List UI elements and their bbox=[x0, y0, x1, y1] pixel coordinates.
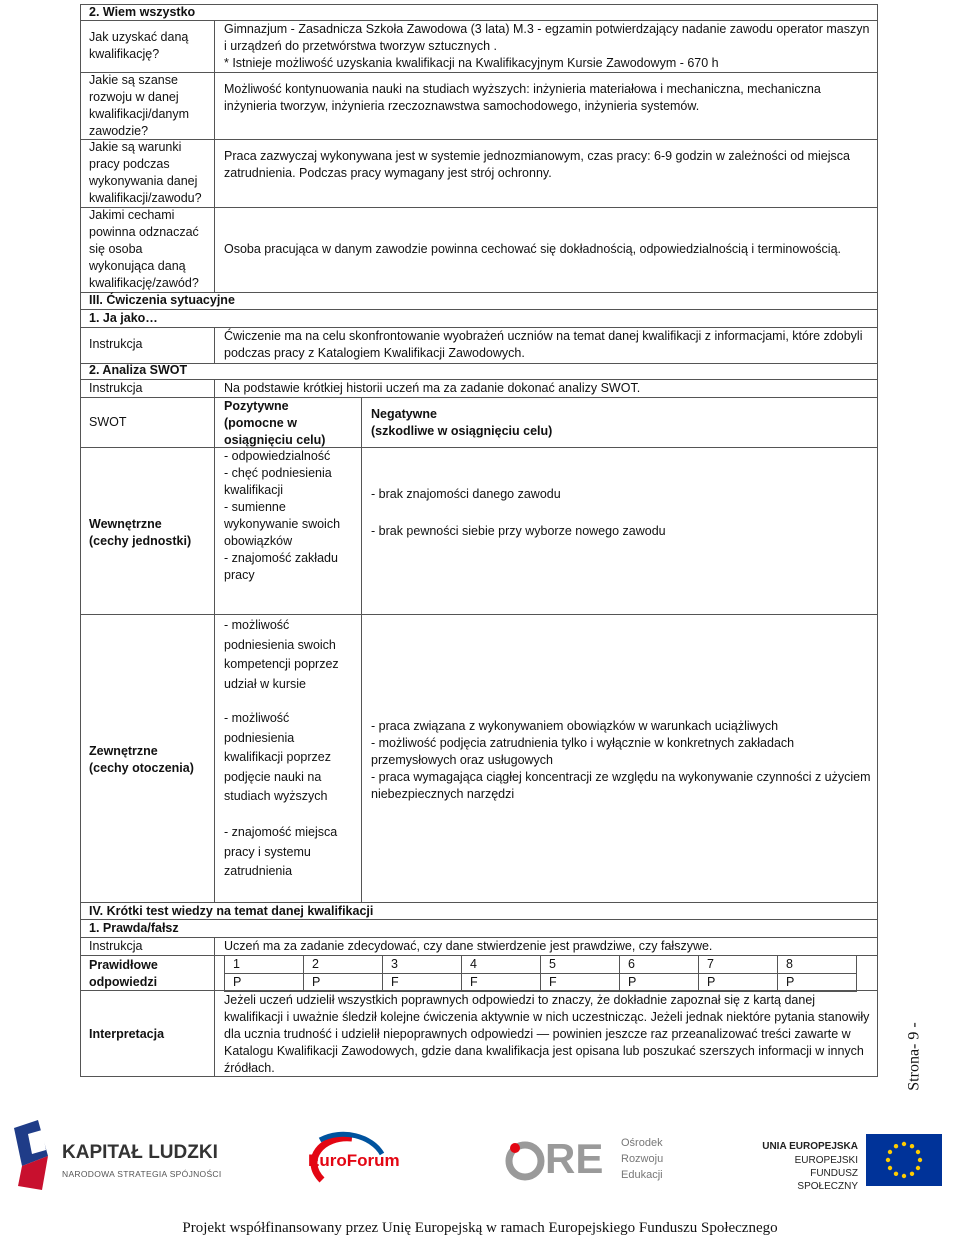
kapital-ludzki-logo bbox=[8, 1120, 228, 1200]
answers-numbers-row bbox=[225, 956, 857, 974]
answer-value: P bbox=[778, 974, 857, 992]
eu-line-2: EUROPEJSKI bbox=[794, 1155, 858, 1166]
kl-title: KAPITAŁ LUDZKI bbox=[62, 1142, 218, 1163]
answer-3: Praca zazwyczaj wykonywana jest w systemie jednozmianowym, czas pracy: 6-9 godzin w zależności od miejsca zatrudnienia. Podczas pracy wymagany jest strój ochronny. bbox=[224, 149, 850, 180]
answer-2: Możliwość kontynuowania nauki na studiach wyższych: inżynieria materiałowa i mechaniczna, mechaniczna inżynieria tworzyw, inżynieria rzeczoznawstwa samochodowego, inżynieria systemów. bbox=[224, 82, 821, 113]
section-title: 2. Wiem wszystko bbox=[89, 5, 196, 19]
eu-line-1: UNIA EUROPEJSKA bbox=[762, 1141, 858, 1152]
answer-number: 8 bbox=[778, 956, 857, 974]
exercise-1-title: 1. Ja jako… bbox=[89, 311, 158, 325]
answer-number: 4 bbox=[462, 956, 541, 974]
interpretation-text: Jeżeli uczeń udzielił wszystkich poprawnych odpowiedzi to znaczy, że dokładnie zapoznał się z kartą danej kwalifikacji i uważnie śledził kolejne ćwiczenia aktywnie w nich uczestnicząc. Jeżeli jednak niektóre pytania stanowiły dla ucznia trudność i udzielił niepoprawnych odpowiedzi — powinien jeszcze raz przeanalizować treści zawarte w Katalogu Kwalifikacji Zawodowych, gdzie dana kwalifikacja jest opisana lub poszukać szerszych informacji w innych źródłach. bbox=[224, 993, 870, 1075]
page-number: Strona- 9 - bbox=[905, 1022, 923, 1091]
question-2: Jakie są szanse rozwoju w danej kwalifikacji/danym zawodzie? bbox=[89, 73, 190, 138]
answers-values-row bbox=[225, 974, 857, 992]
ore-logo: RE Ośrodek Rozwoju Edukacji bbox=[505, 1132, 685, 1192]
answer-value: P bbox=[225, 974, 304, 992]
eu-line-3: FUNDUSZ SPOŁECZNY bbox=[797, 1168, 858, 1192]
interpretation-label: Interpretacja bbox=[89, 1027, 165, 1041]
euroforum-logo bbox=[302, 1130, 422, 1190]
exercise-2-title: 2. Analiza SWOT bbox=[89, 363, 188, 377]
true-false-title: 1. Prawda/fałsz bbox=[89, 921, 179, 935]
answer-number: 7 bbox=[699, 956, 778, 974]
answer-4: Osoba pracująca w danym zawodzie powinna cechować się dokładnością, odpowiedzialnością i terminowością. bbox=[224, 242, 841, 256]
answer-number: 3 bbox=[383, 956, 462, 974]
instruction-label: Instrukcja bbox=[89, 939, 143, 953]
instruction-text: Uczeń ma za zadanie zdecydować, czy dane stwierdzenie jest prawdziwe, czy fałszywe. bbox=[224, 939, 713, 953]
ore-line-1: Ośrodek bbox=[621, 1137, 663, 1149]
question-4: Jakimi cechami powinna odznaczać się osoba wykonująca daną kwalifikację/zawód? bbox=[89, 208, 199, 290]
instruction-label: Instrukcja bbox=[89, 337, 143, 351]
ore-line-2: Rozwoju bbox=[621, 1153, 664, 1165]
kl-emblem-icon bbox=[8, 1120, 56, 1192]
euroforum-text: EuroForum bbox=[308, 1151, 400, 1170]
eu-logo bbox=[752, 1134, 952, 1194]
threats-list: - praca związana z wykonywaniem obowiązków w warunkach uciążliwych - możliwość podjęcia zatrudnienia tylko i wyłącznie w konkretnych zakładach przemysłowych oraz usługowych - praca wymagająca ciągłej koncentracji ze względu na wykonywanie czynności z użyciem niebezpiecznych narzędzi bbox=[371, 719, 871, 801]
question-3: Jakie są warunki pracy podczas wykonywania danej kwalifikacji/zawodu? bbox=[89, 140, 202, 205]
answer-value: P bbox=[620, 974, 699, 992]
weakness-1: - brak znajomości danego zawodu bbox=[371, 487, 561, 501]
swot-label: SWOT bbox=[89, 415, 127, 429]
opportunity-1: - możliwość podniesienia swoich kompetencji poprzez udział w kursie bbox=[224, 618, 339, 691]
ore-line-3: Edukacji bbox=[621, 1169, 663, 1181]
instruction-text: Na podstawie krótkiej historii uczeń ma za zadanie dokonać analizy SWOT. bbox=[224, 381, 641, 395]
answers-table bbox=[224, 955, 857, 992]
kl-subtitle: NARODOWA STRATEGIA SPÓJNOŚCI bbox=[62, 1169, 222, 1179]
answer-value: P bbox=[699, 974, 778, 992]
answer-value: F bbox=[462, 974, 541, 992]
section-iv-title: IV. Krótki test wiedzy na temat danej kwalifikacji bbox=[89, 904, 374, 918]
instruction-text: Ćwiczenie ma na celu skonfrontowanie wyobrażeń uczniów na temat danej kwalifikacji z informacjami, które zdobyli podczas pracy z Katalogiem Kwalifikacji Zawodowych. bbox=[224, 329, 863, 360]
answer-number: 5 bbox=[541, 956, 620, 974]
section-iii-title: III. Ćwiczenia sytuacyjne bbox=[89, 293, 235, 307]
instruction-label: Instrukcja bbox=[89, 381, 143, 395]
opportunity-2: - możliwość podniesienia kwalifikacji poprzez podjęcie nauki na studiach wyższych bbox=[224, 711, 331, 803]
answer-value: F bbox=[383, 974, 462, 992]
strengths-list: - odpowiedzialność - chęć podniesienia kwalifikacji - sumienne wykonywanie swoich obowiązków - znajomość zakładu pracy bbox=[224, 449, 341, 582]
answers-label: Prawidłowe odpowiedzi bbox=[89, 958, 158, 989]
answer-number: 1 bbox=[225, 956, 304, 974]
internal-label: Wewnętrzne (cechy jednostki) bbox=[89, 517, 192, 548]
answer-value: P bbox=[304, 974, 383, 992]
eu-flag-icon bbox=[866, 1134, 942, 1186]
opportunity-3: - znajomość miejsca pracy i systemu zatrudnienia bbox=[224, 825, 338, 878]
footer-text: Projekt współfinansowany przez Unię Europejską w ramach Europejskiego Funduszu Społecznego bbox=[182, 1220, 778, 1236]
question-1: Jak uzyskać daną kwalifikację? bbox=[89, 30, 189, 61]
answer-number: 6 bbox=[620, 956, 699, 974]
negative-header: Negatywne (szkodliwe w osiągnięciu celu) bbox=[371, 407, 553, 438]
external-label: Zewnętrzne (cechy otoczenia) bbox=[89, 744, 194, 775]
positive-header: Pozytywne (pomocne w osiągnięciu celu) bbox=[224, 399, 326, 447]
ore-circle-icon bbox=[505, 1136, 545, 1186]
answer-value: F bbox=[541, 974, 620, 992]
answer-1: Gimnazjum - Zasadnicza Szkoła Zawodowa (3 lata) M.3 - egzamin potwierdzający nadanie zawodu operator maszyn i urządzeń do przetwórstwa tworzyw sztucznych . * Istnieje możliwość uzyskania kwalifikacji na Kwalifikacyjnym Kursie Zawodowym - 670 h bbox=[224, 22, 870, 70]
answer-number: 2 bbox=[304, 956, 383, 974]
weakness-2: - brak pewności siebie przy wyborze nowego zawodu bbox=[371, 524, 666, 538]
